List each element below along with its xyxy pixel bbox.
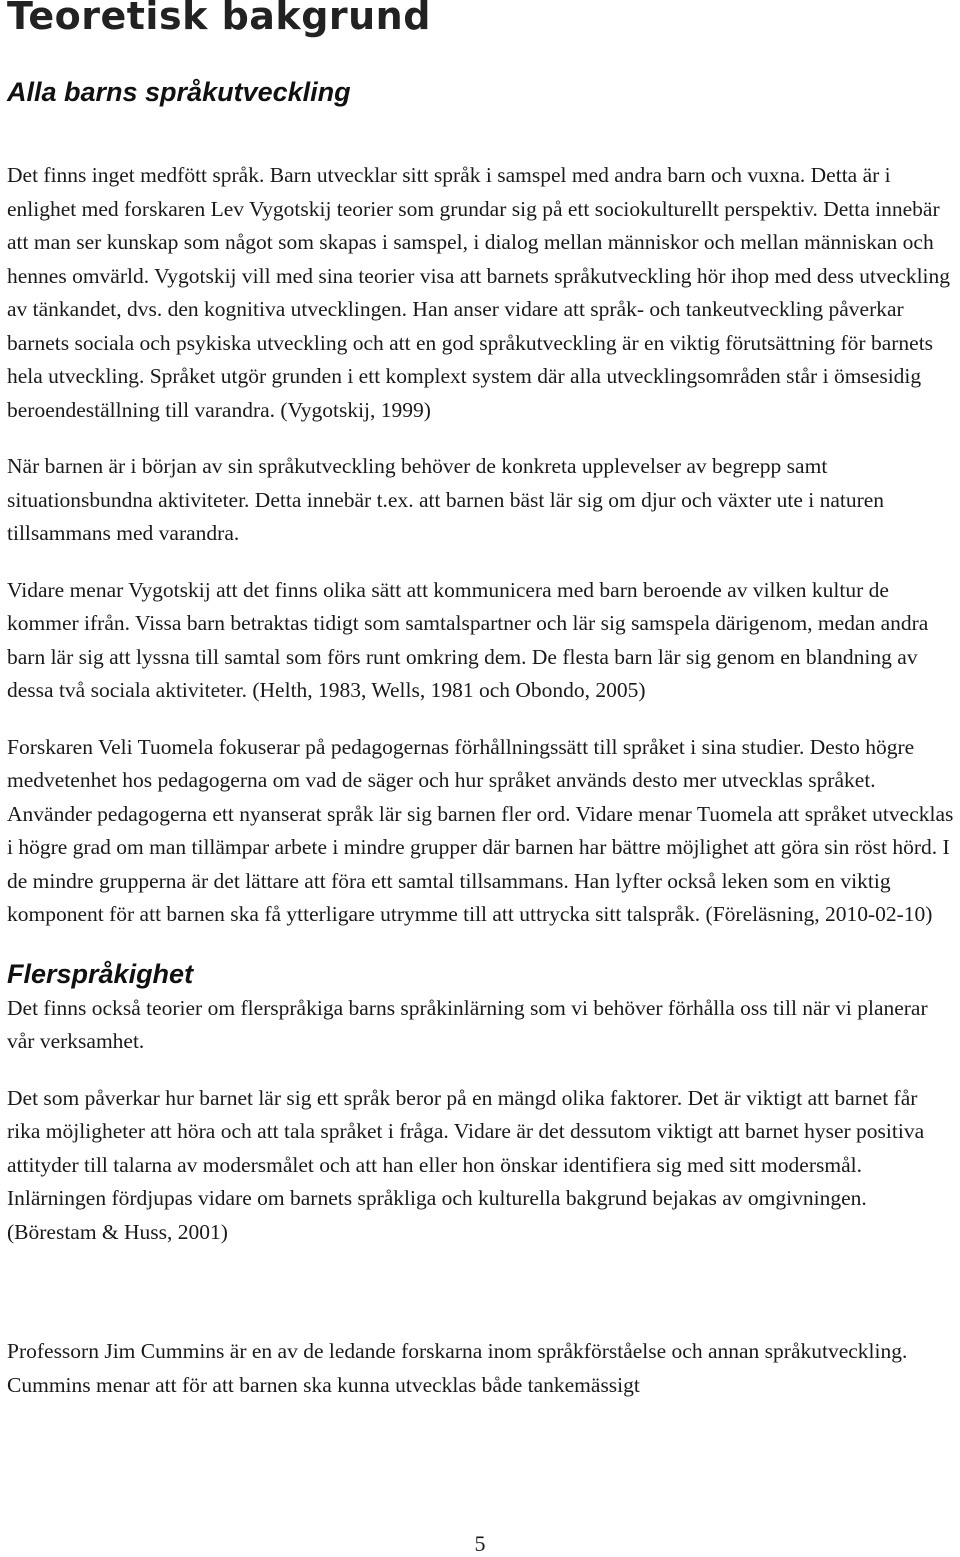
paragraph: Vidare menar Vygotskij att det finns olika sätt att kommunicera med barn beroende av vilken kultur de kommer ifrån. Vissa barn betraktas tidigt som samtalspartner och lär sig samspela därigenom, medan andra barn lär sig att lyssna till samtal som förs runt omkring dem. De flesta barn lär sig genom en blandning av dessa två sociala aktiviteter. (Helth, 1983, Wells, 1981 och Obondo, 2005)	[7, 577, 929, 702]
paragraph: När barnen är i början av sin språkutveckling behöver de konkreta upplevelser av begrepp samt situationsbundna aktiviteter. Detta innebär t.ex. att barnen bäst lär sig om djur och växter ute i naturen tillsammans med varandra.	[7, 454, 885, 545]
paragraph: Professorn Jim Cummins är en av de ledande forskarna inom språkförståelse och annan språkutveckling. Cummins menar att för att barnen ska kunna utvecklas både tankemässigt	[7, 1339, 908, 1397]
paragraph: Det finns inget medfött språk. Barn utvecklar sitt språk i samspel med andra barn och vuxna. Detta är i enlighet med forskaren Lev Vygotskij teorier som grundar sig på ett sociokulturellt perspektiv. Detta innebär att man ser kunskap som något som skapas i samspel, i dialog mellan människor och mellan människan och hennes omvärld. Vygotskij vill med sina teorier visa att barnets språkutveckling hör ihop med dess utveckling av tänkandet, dvs. den kognitiva utvecklingen. Han anser vidare att språk- och tankeutveckling påverkar barnets sociala och psykiska utveckling och att en god språkutveckling är en viktig förutsättning för barnets hela utveckling. Språket utgör grunden i ett komplext system där alla utvecklingsområden står i ömsesidig beroendeställning till varandra. (Vygotskij, 1999)	[7, 163, 951, 422]
page-number: 5	[474, 1531, 486, 1556]
document-page	[7, 0, 955, 1402]
paragraph: Forskaren Veli Tuomela fokuserar på pedagogernas förhållningssätt till språket i sina studier. Desto högre medvetenhet hos pedagogerna om vad de säger och hur språket används desto mer utvecklas språket. Använder pedagogerna ett nyanserat språk lär sig barnen fler ord. Vidare menar Tuomela att språket utvecklas i högre grad om man tillämpar arbete i mindre grupper där barnen har bättre möjlighet att göra sin röst hörd. I de mindre grupperna är det lättare att föra ett samtal tillsammans. Han lyfter också leken som en viktig komponent för att barnen ska få ytterligare utrymme till att uttrycka sitt talspråk. (Föreläsning, 2010-02-10)	[7, 734, 954, 926]
paragraph: Det finns också teorier om flerspråkiga barns språkinlärning som vi behöver förhålla oss till när vi planerar vår verksamhet.	[7, 995, 928, 1053]
paragraph: Det som påverkar hur barnet lär sig ett språk beror på en mängd olika faktorer. Det är viktigt att barnet får rika möjligheter att höra och att tala språket i fråga. Vidare är det dessutom viktigt att barnet hyser positiva attityder till talarna av modersmålet och att han eller hon önskar identifiera sig med sitt modersmål. Inlärningen fördjupas vidare om barnets språkliga och kulturella bakgrund bejakas av omgivningen. (Börestam & Huss, 2001)	[7, 1085, 925, 1244]
section-heading-flersprakighet: Flerspråkighet	[7, 958, 194, 989]
page-title: Teoretisk bakgrund	[7, 0, 431, 38]
section-heading-sprakutveckling: Alla barns språkutveckling	[7, 77, 351, 107]
